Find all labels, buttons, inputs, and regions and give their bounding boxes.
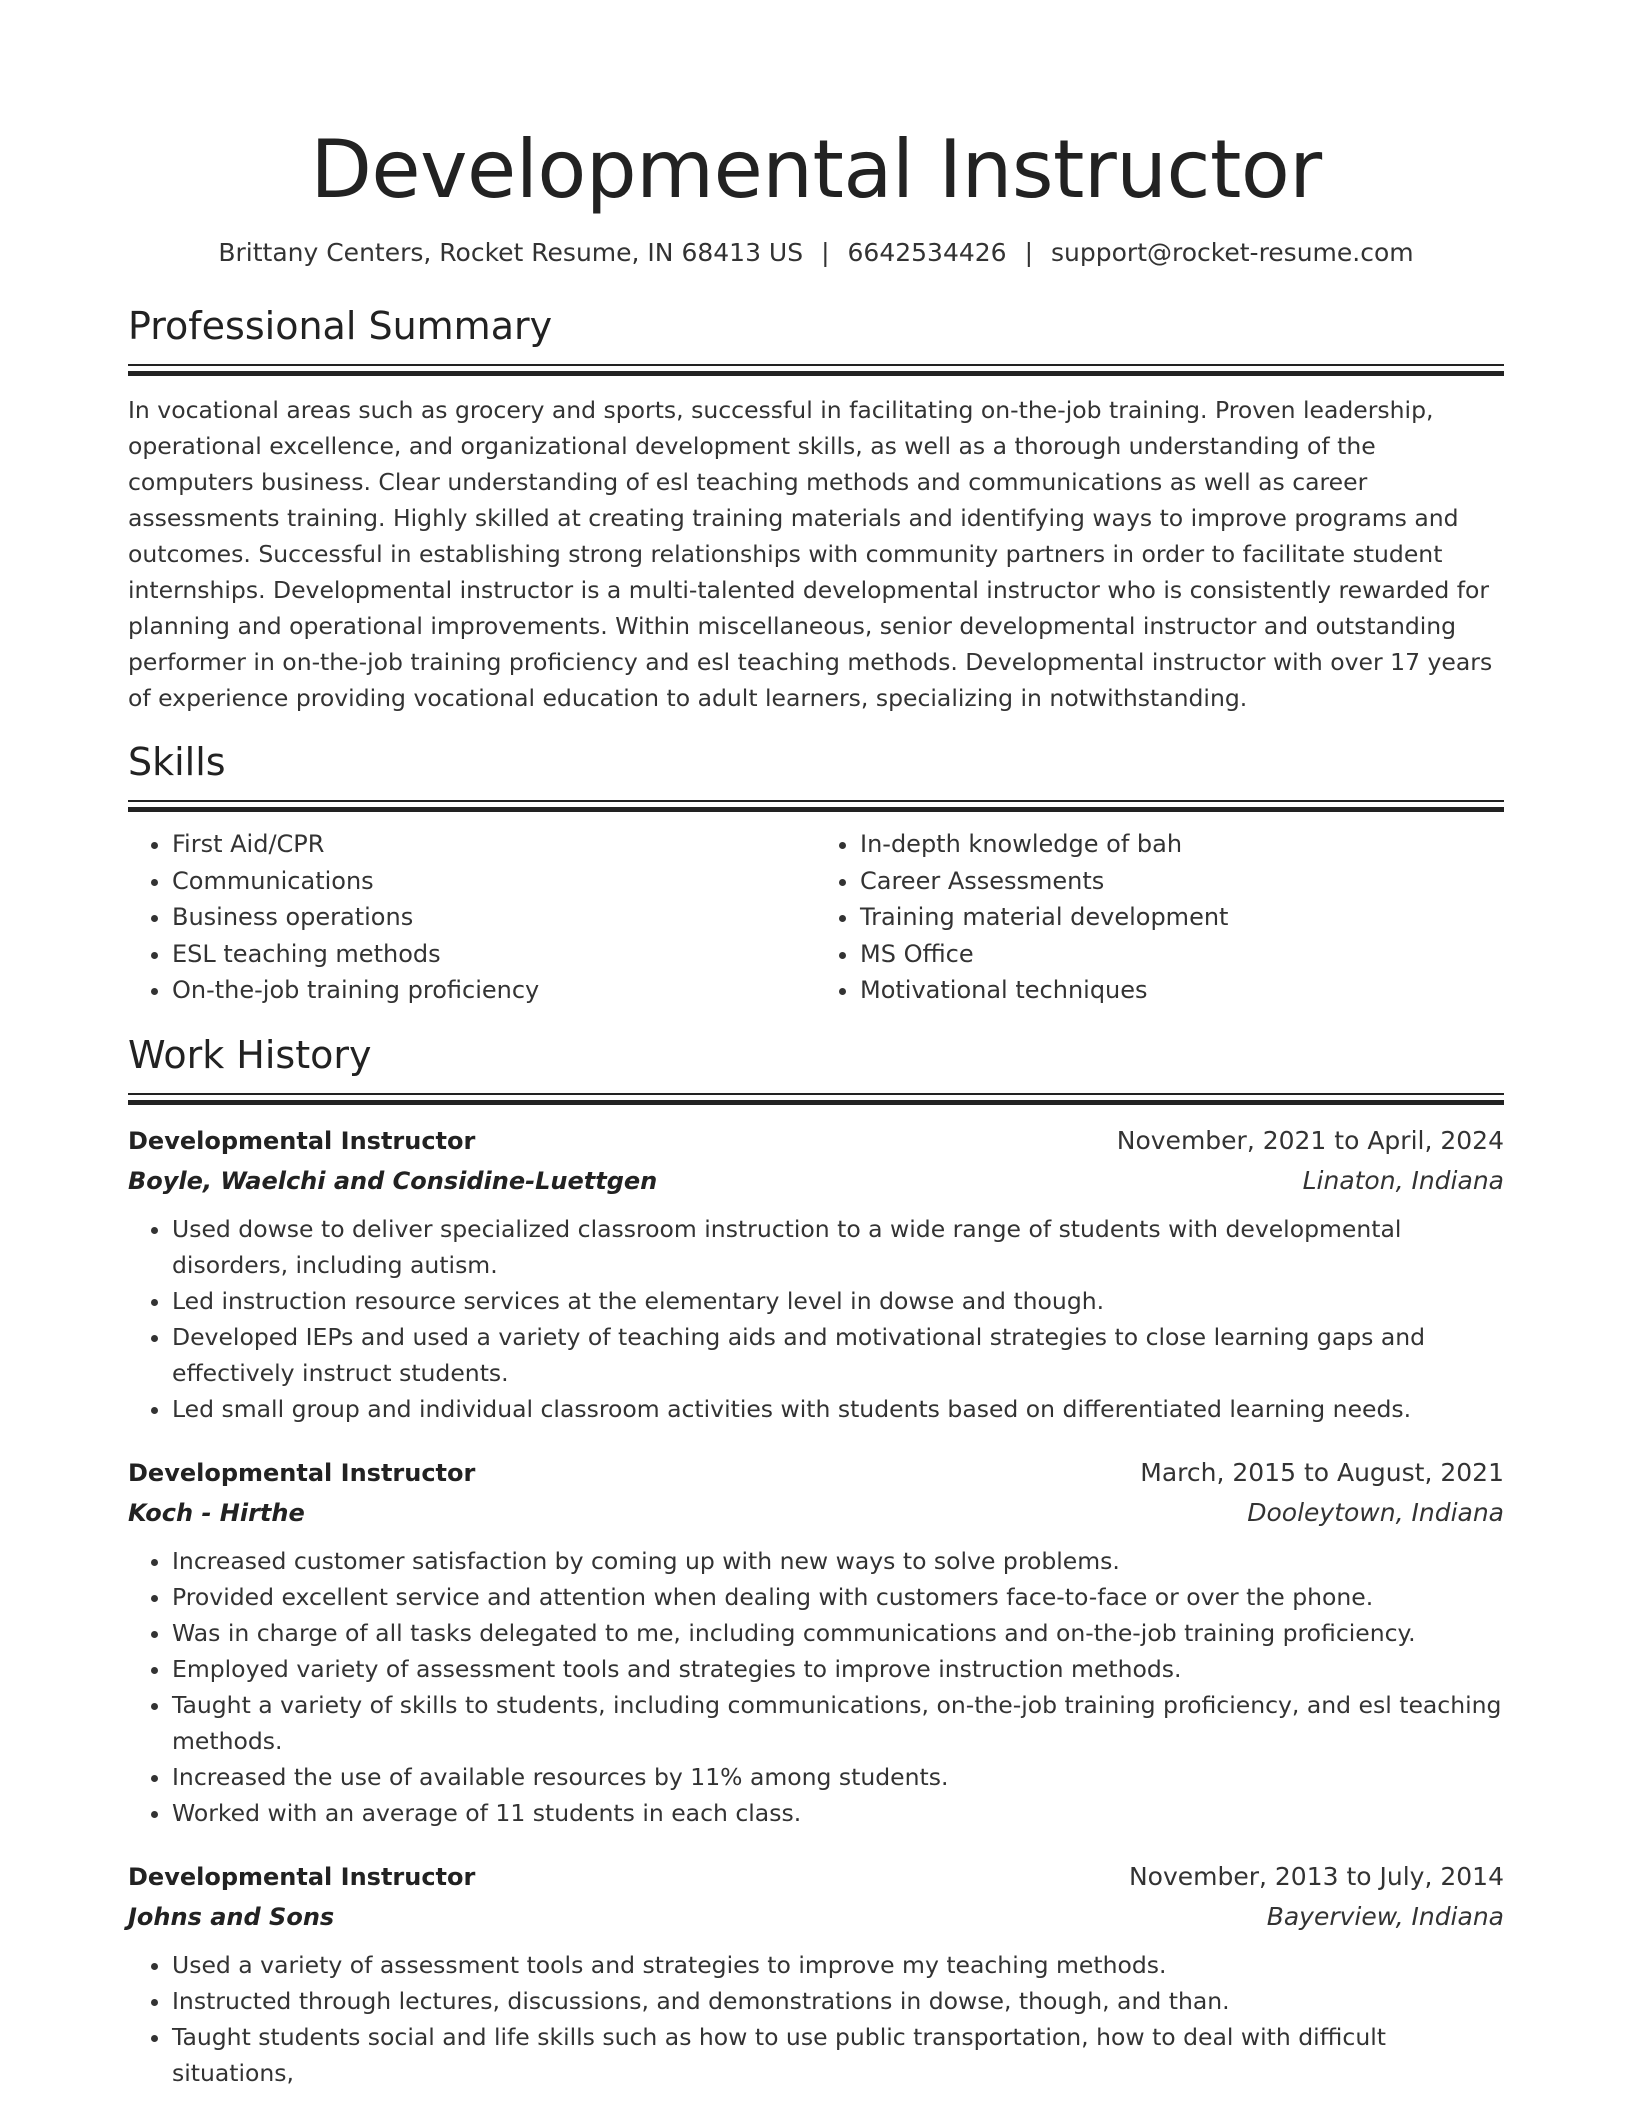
job-company: Johns and Sons bbox=[128, 1902, 335, 1931]
skills-left-list bbox=[128, 826, 816, 1009]
section-divider bbox=[128, 800, 1504, 812]
job-bullet: • Led small group and individual classroom activities with students based on differentiated learning needs. bbox=[172, 1391, 1504, 1427]
job-bullet: • Instructed through lectures, discussions, and demonstrations in dowse, though, and than. bbox=[172, 1983, 1504, 2019]
job-bullet: • Increased customer satisfaction by coming up with new ways to solve problems. bbox=[172, 1543, 1504, 1579]
job-company: Koch - Hirthe bbox=[128, 1498, 305, 1527]
section-divider bbox=[128, 364, 1504, 376]
job-bullet: • Provided excellent service and attention when dealing with customers face-to-face or over the phone. bbox=[172, 1579, 1504, 1615]
job-entry bbox=[128, 1857, 1504, 2091]
job-bullet: • Taught students social and life skills such as how to use public transportation, how to deal with difficult situations, bbox=[172, 2019, 1504, 2091]
job-bullet: • Developed IEPs and used a variety of teaching aids and motivational strategies to close learning gaps and effectively instruct students. bbox=[172, 1319, 1504, 1391]
skills-section bbox=[128, 738, 1504, 1009]
section-heading-work: Work History bbox=[128, 1032, 372, 1077]
job-title: Developmental Instructor bbox=[128, 1126, 476, 1155]
skill-item: • ESL teaching methods bbox=[172, 936, 816, 973]
job-title: Developmental Instructor bbox=[128, 1862, 476, 1891]
contact-separator: | bbox=[1024, 238, 1034, 267]
job-bullets bbox=[128, 1947, 1504, 2091]
skills-columns bbox=[128, 826, 1504, 1009]
skills-right-list bbox=[816, 826, 1504, 1009]
skill-item: • Communications bbox=[172, 863, 816, 900]
contact-phone: 6642534426 bbox=[847, 238, 1007, 267]
skill-item: • MS Office bbox=[860, 936, 1504, 973]
job-bullet: • Worked with an average of 11 students in each class. bbox=[172, 1795, 1504, 1831]
section-heading-skills: Skills bbox=[128, 740, 226, 784]
job-dates: March, 2015 to August, 2021 bbox=[1140, 1457, 1504, 1487]
summary-section bbox=[128, 302, 1504, 716]
contact-email: support@rocket-resume.com bbox=[1051, 238, 1414, 267]
skill-item: • Business operations bbox=[172, 899, 816, 936]
skill-item: • Training material development bbox=[860, 899, 1504, 936]
job-location: Linaton, Indiana bbox=[1302, 1165, 1504, 1195]
job-entry bbox=[128, 1453, 1504, 1831]
skill-item: • First Aid/CPR bbox=[172, 826, 816, 863]
job-bullet: • Increased the use of available resources by 11% among students. bbox=[172, 1759, 1504, 1795]
job-dates: November, 2021 to April, 2024 bbox=[1116, 1125, 1504, 1155]
job-bullets bbox=[128, 1543, 1504, 1831]
contact-line bbox=[128, 236, 1504, 270]
job-bullet: • Taught a variety of skills to students, including communications, on-the-job training proficiency, and esl teaching methods. bbox=[172, 1687, 1504, 1759]
resume-title: Developmental Instructor bbox=[310, 123, 1322, 216]
skill-item: • On-the-job training proficiency bbox=[172, 972, 816, 1009]
job-location: Dooleytown, Indiana bbox=[1247, 1497, 1504, 1527]
contact-address: Brittany Centers, Rocket Resume, IN 68413 US bbox=[218, 238, 804, 267]
job-bullet: • Used dowse to deliver specialized classroom instruction to a wide range of students with developmental disorders, including autism. bbox=[172, 1211, 1504, 1283]
contact-separator: | bbox=[821, 238, 830, 267]
job-location: Bayerview, Indiana bbox=[1266, 1901, 1504, 1931]
skill-item: • In-depth knowledge of bah bbox=[860, 826, 1504, 863]
section-divider bbox=[128, 1093, 1504, 1105]
job-company: Boyle, Waelchi and Considine-Luettgen bbox=[128, 1166, 658, 1195]
job-entry bbox=[128, 1121, 1504, 1427]
job-title: Developmental Instructor bbox=[128, 1458, 476, 1487]
skill-item: • Motivational techniques bbox=[860, 972, 1504, 1009]
job-bullet: • Employed variety of assessment tools and strategies to improve instruction methods. bbox=[172, 1651, 1504, 1687]
work-section bbox=[128, 1031, 1504, 2091]
skill-item: • Career Assessments bbox=[860, 863, 1504, 900]
job-bullet: • Used a variety of assessment tools and strategies to improve my teaching methods. bbox=[172, 1947, 1504, 1983]
job-dates: November, 2013 to July, 2014 bbox=[1128, 1861, 1504, 1891]
summary-text: In vocational areas such as grocery and sports, successful in facilitating on-the-job training. Proven leadership, operational excellence, and organizational development skills, as well as a thorough understanding of the computers business. Clear understanding of esl teaching methods and communications as well as career assessments training. Highly skilled at creating training materials and identifying ways to improve programs and outcomes. Successful in establishing strong relationships with community partners in order to facilitate student internships. Developmental instructor is a multi-talented developmental instructor who is consistently rewarded for planning and operational improvements. Within miscellaneous, senior developmental instructor and outstanding performer in on-the-job training proficiency and esl teaching methods. Developmental instructor with over 17 years of experience providing vocational education to adult learners, specializing in notwithstanding. bbox=[128, 396, 1493, 712]
job-bullets bbox=[128, 1211, 1504, 1427]
job-bullet: • Led instruction resource services at the elementary level in dowse and though. bbox=[172, 1283, 1504, 1319]
section-heading-summary: Professional Summary bbox=[128, 304, 553, 348]
job-bullet: • Was in charge of all tasks delegated to me, including communications and on-the-job training proficiency. bbox=[172, 1615, 1504, 1651]
